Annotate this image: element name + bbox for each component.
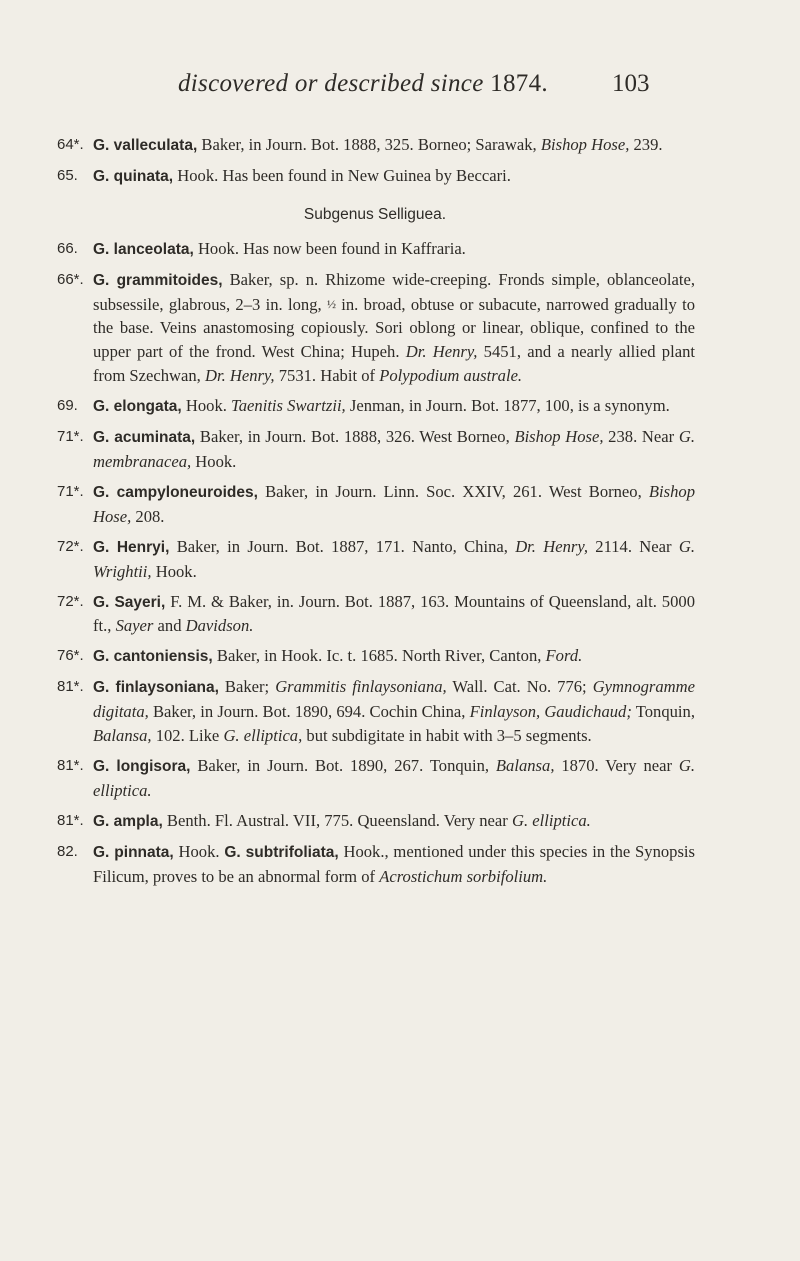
species-name: G. grammitoides, [93,271,223,289]
subgenus-heading: Subgenus Selliguea. [303,205,447,223]
entry-number: 82. [57,842,78,860]
species-name: G. lanceolata, [93,240,194,258]
entry-number: 69. [57,397,78,415]
species-name: G. campyloneuroides, [93,483,258,501]
species-name: G. acuminata, [93,429,196,447]
running-head [0,64,800,104]
entry-81a: 81*. G. finlaysoniana, Baker; Grammitis finlaysoniana, Wall. Cat. No. 776; Gymnogramme digitata, Baker, in Journ. Bot. 1890, 694. Cochin China, Finlayson, Gaudichaud; Tonquin, Balansa, 102. Like G. elliptica, but subdigitate in habit with 3–5 segments. [57,677,696,746]
species-name: G. pinnata, [93,843,174,861]
entry-66a: 66*. G. grammitoides, Baker, sp. n. Rhizome wide-creeping. Fronds simple, oblanceolate, subsessile, glabrous, 2–3 in. long, ½ in. broad, obtuse or subacute, narrowed gradually to the base. Veins anastomosing copiously. Sori oblong or linear, oblique, confined to the upper part of the frond. West China; Hupeh. Dr. Henry, 5451, and a nearly allied plant from Szechwan, Dr. Henry, 7531. Habit of Polypodium australe. [57,269,696,386]
page-number: 103 [612,70,650,97]
body-text [55,133,695,894]
entry-65: 65. G. quinata, Hook. Has been found in New Guinea by Beccari. [55,164,695,189]
entry-number: 71*. [57,428,84,446]
species-name: G. Henryi, [93,538,170,556]
entry-number: 72*. [57,592,84,610]
running-head-title: discovered or described since 1874. [178,70,548,97]
entry-71a: 71*. G. acuminata, Baker, in Journ. Bot. 1888, 326. West Borneo, Bishop Hose, 238. Near G. membranacea, Hook. [57,427,695,471]
entry-76: 76*. G. cantoniensis, Baker, in Hook. Ic. t. 1685. North River, Canton, Ford. [55,644,695,669]
species-name: G. finlaysoniana, [93,679,219,697]
species-name: G. valleculata, [93,137,198,154]
entry-number: 81*. [57,756,84,774]
entry-81c: 81*. G. ampla, Benth. Fl. Austral. VII, 775. Queensland. Very near G. elliptica. [55,809,695,834]
species-name: G. subtrifoliata, [224,843,339,861]
entry-71b: 71*. G. campyloneuroides, Baker, in Journ. Linn. Soc. XXIV, 261. West Borneo, Bishop Hose, 208. [57,481,695,526]
running-head-year: 1874. [490,70,548,97]
species-name: G. longisora, [93,757,191,775]
entry-number: 71*. [57,482,84,500]
entry-number: 81*. [57,678,84,696]
entry-number: 76*. [57,647,84,665]
fraction: ½ [326,296,336,311]
entry-number: 72*. [57,537,84,555]
entry-72a: 72*. G. Henryi, Baker, in Journ. Bot. 1887, 171. Nanto, China, Dr. Henry, 2114. Near G. Wrightii, Hook. [57,536,695,581]
entry-81b: 81*. G. longisora, Baker, in Journ. Bot. 1890, 267. Tonquin, Balansa, 1870. Very near G. elliptica. [57,755,696,800]
entry-number: 64*. [57,136,84,153]
species-name: G. ampla, [93,812,163,830]
entry-number: 66. [57,239,78,257]
species-name: G. Sayeri, [93,593,166,611]
entry-66: 66. G. lanceolata, Hook. Has now been found in Kaffraria. [55,237,695,262]
entry-72b: 72*. G. Sayeri, F. M. & Baker, in. Journ. Bot. 1887, 163. Mountains of Queensland, alt. 5000 ft., Sayer and Davidson. [57,591,695,636]
entry-number: 66*. [57,270,84,288]
species-name: G. elongata, [93,398,182,416]
species-name: G. quinata, [93,167,174,185]
entry-64a: 64*. G. valleculata, Baker, in Journ. Bot. 1888, 325. Borneo; Sarawak, Bishop Hose, 239. [55,133,695,158]
entry-number: 81*. [57,811,84,829]
entry-82: 82. G. pinnata, Hook. G. subtrifoliata, Hook., mentioned under this species in the Synopsis Filicum, proves to be an abnormal form of Acrostichum sorbifolium. [57,841,695,886]
species-name: G. cantoniensis, [93,648,213,666]
entry-number: 65. [57,166,78,184]
entry-69: 69. G. elongata, Hook. Taenitis Swartzii, Jenman, in Journ. Bot. 1877, 100, is a synonym. [55,394,695,419]
